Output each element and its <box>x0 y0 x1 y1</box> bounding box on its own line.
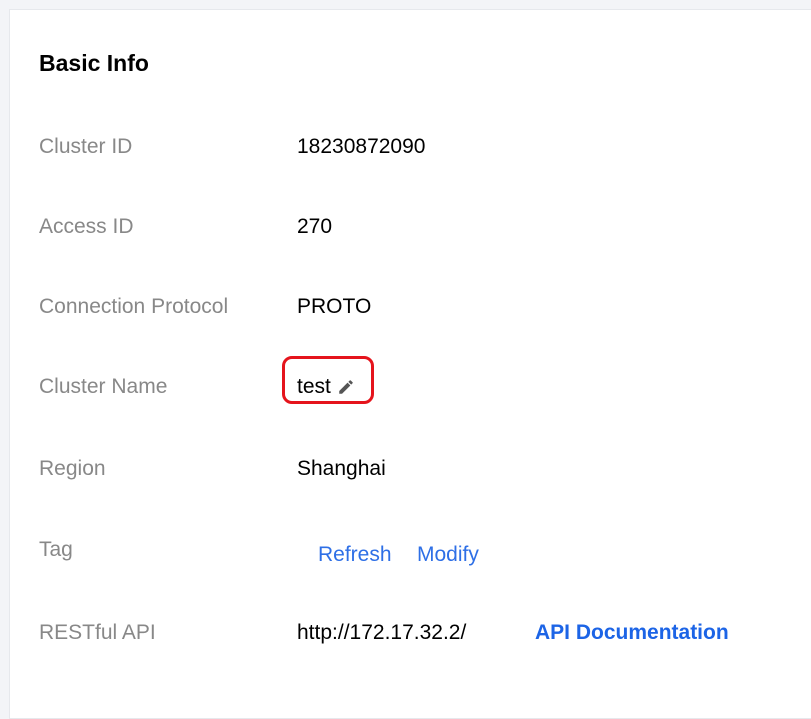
cluster-id-label: Cluster ID <box>39 135 133 158</box>
region-label: Region <box>39 457 106 480</box>
section-title: Basic Info <box>39 50 149 76</box>
restful-api-label: RESTful API <box>39 621 156 644</box>
pencil-icon[interactable] <box>337 378 355 396</box>
access-id-label: Access ID <box>39 215 134 238</box>
tag-refresh-link[interactable]: Refresh <box>318 543 392 566</box>
cluster-name-label: Cluster Name <box>39 375 168 398</box>
field-row-region <box>39 453 799 485</box>
tag-modify-link[interactable]: Modify <box>417 543 479 566</box>
basic-info-card <box>9 9 811 719</box>
api-documentation-link[interactable]: API Documentation <box>535 621 729 644</box>
field-row-restful-api <box>39 617 799 649</box>
protocol-label: Connection Protocol <box>39 295 229 318</box>
access-id-value: 270 <box>297 215 333 238</box>
field-row-tag <box>39 534 799 566</box>
field-row-cluster-id <box>39 131 799 163</box>
field-row-cluster-name <box>39 371 799 403</box>
region-value: Shanghai <box>297 457 386 480</box>
cluster-id-value: 18230872090 <box>297 135 426 158</box>
tag-label: Tag <box>39 538 73 561</box>
field-row-access-id <box>39 211 799 243</box>
field-row-protocol <box>39 291 799 323</box>
cluster-name-value: test <box>297 375 331 398</box>
cluster-name-value-group <box>297 371 355 403</box>
protocol-value: PROTO <box>297 295 372 318</box>
restful-api-value: http://172.17.32.2/ <box>297 621 467 644</box>
